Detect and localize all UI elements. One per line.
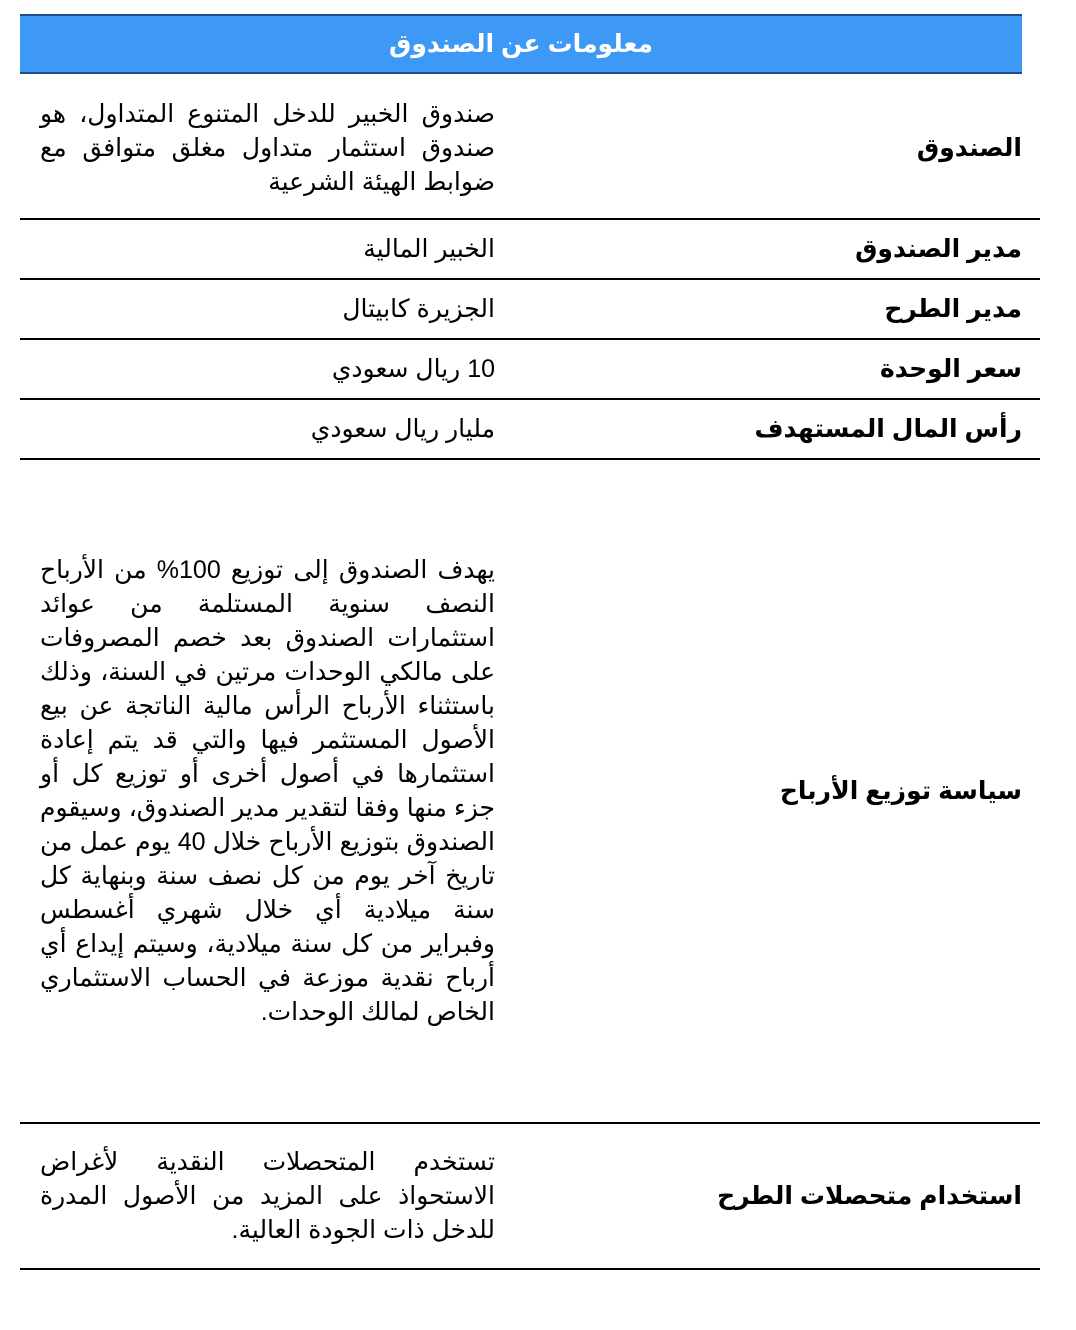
table-row	[20, 459, 1040, 1123]
row-value: الخبير المالية	[363, 235, 495, 263]
row-value-cell	[20, 1123, 495, 1269]
row-value-cell	[20, 339, 495, 399]
section-header	[20, 14, 1022, 74]
table-row	[20, 279, 1040, 339]
table-row	[20, 219, 1040, 279]
fund-info-table	[20, 78, 1040, 1270]
row-value-cell	[20, 399, 495, 459]
row-label: سياسة توزيع الأرباح	[779, 777, 1022, 805]
section-title: معلومات عن الصندوق	[388, 30, 654, 58]
row-label: رأس المال المستهدف	[754, 415, 1022, 443]
row-value: تستخدم المتحصلات النقدية لأغراض الاستحواذ على المزيد من الأصول المدرة للدخل ذات الجودة العالية.	[40, 1148, 495, 1244]
table-row	[20, 339, 1040, 399]
table-row	[20, 78, 1040, 219]
row-label: مدير الصندوق	[855, 235, 1022, 263]
row-value: صندوق الخبير للدخل المتنوع المتداول، هو صندوق استثمار متداول مغلق متوافق مع ضوابط الهيئة الشرعية	[40, 100, 495, 196]
row-value: يهدف الصندوق إلى توزيع 100% من الأرباح النصف سنوية المستلمة من عوائد استثمارات الصندوق بعد خصم المصروفات على مالكي الوحدات مرتين في السنة، وذلك باستثناء الأرباح الرأس مالية الناتجة عن بيع الأصول المستثمر فيها والتي قد يتم إعادة استثمارها في أصول أخرى أو توزيع كل أو جزء منها وفقا لتقدير مدير الصندوق، وسيقوم الصندوق بتوزيع الأرباح خلال 40 يوم عمل من تاريخ آخر يوم من كل نصف سنة وبنهاية كل سنة ميلادية أي خلال شهري أغسطس وفبراير من كل سنة ميلادية، وسيتم إيداع أي أرباح نقدية موزعة في الحساب الاستثماري الخاص لمالك الوحدات.	[40, 556, 495, 1026]
row-value: 10 ريال سعودي	[331, 355, 495, 383]
row-value: مليار ريال سعودي	[310, 415, 495, 443]
row-value-cell	[20, 78, 495, 219]
row-value-cell	[20, 279, 495, 339]
row-label: سعر الوحدة	[879, 355, 1022, 383]
row-label: مدير الطرح	[884, 295, 1022, 323]
row-value: الجزيرة كابيتال	[342, 295, 495, 323]
row-value-cell	[20, 459, 495, 1123]
table-row	[20, 1123, 1040, 1269]
row-value-cell	[20, 219, 495, 279]
table-row	[20, 399, 1040, 459]
row-label: استخدام متحصلات الطرح	[717, 1182, 1022, 1210]
row-label: الصندوق	[916, 134, 1022, 162]
